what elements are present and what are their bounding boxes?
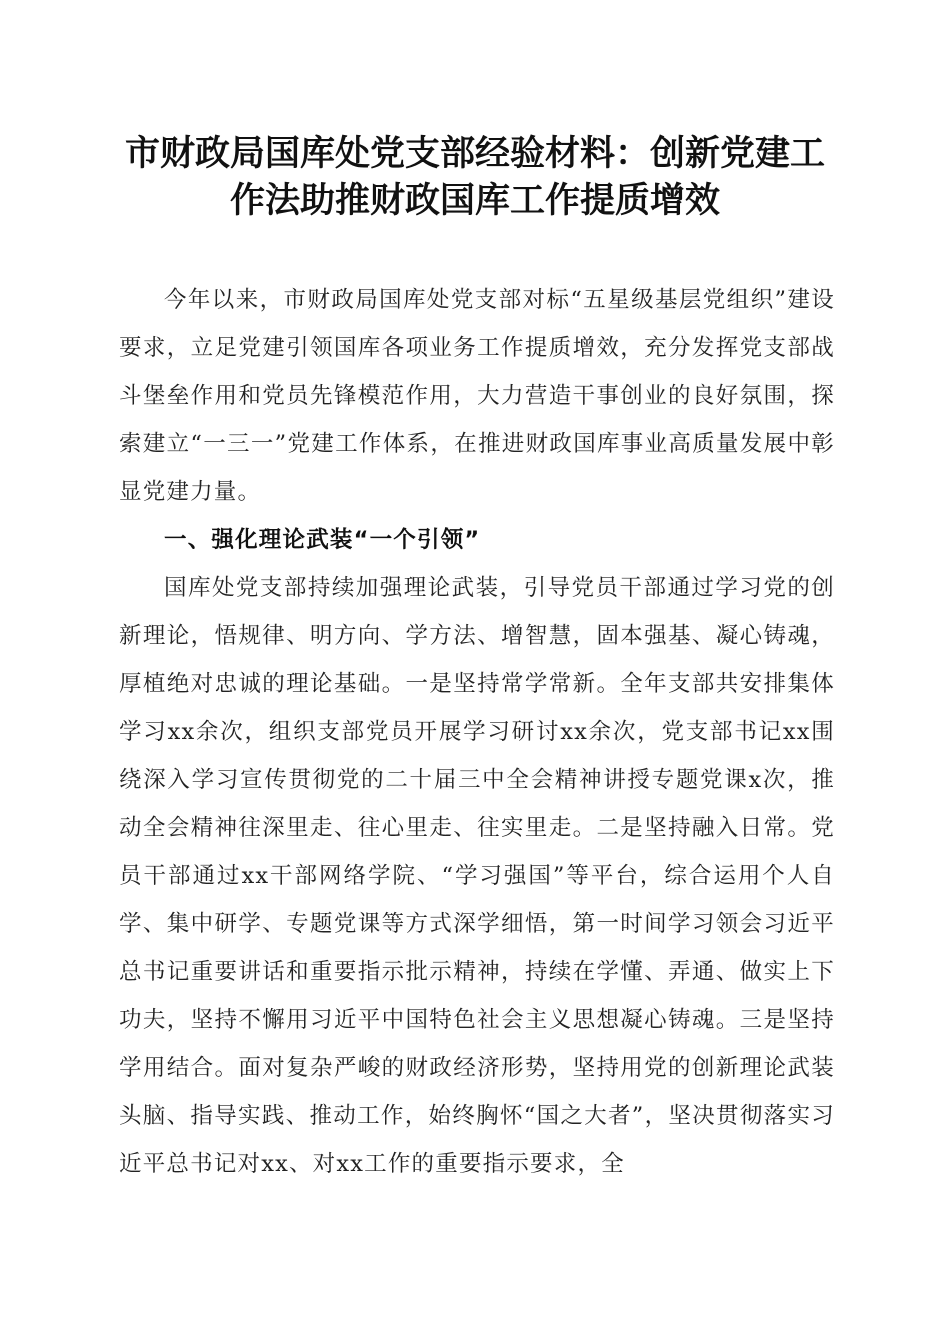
document-title [100, 130, 850, 224]
document-body [119, 276, 835, 1188]
title-line-1: 市财政局国库处党支部经验材料：创新党建工 [124, 133, 825, 174]
section-1-paragraph: 国库处党支部持续加强理论武装，引导党员干部通过学习党的创新理论，悟规律、明方向、学方法、增智慧，固本强基、凝心铸魂，厚植绝对忠诚的理论基础。一是坚持常学常新。全年支部共安排集体学习xx余次，组织支部党员开展学习研讨xx余次，党支部书记xx围绕深入学习宣传贯彻党的二十届三中全会精神讲授专题党课x次，推动全会精神往深里走、往心里走、往实里走。二是坚持融入日常。党员干部通过xx干部网络学院、“学习强国”等平台，综合运用个人自学、集中研学、专题党课等方式深学细悟，第一时间学习领会习近平总书记重要讲话和重要指示批示精神，持续在学懂、弄通、做实上下功夫，坚持不懈用习近平中国特色社会主义思想凝心铸魂。三是坚持学用结合。面对复杂严峻的财政经济形势，坚持用党的创新理论武装头脑、指导实践、推动工作，始终胸怀“国之大者”，坚决贯彻落实习近平总书记对xx、对xx工作的重要指示要求，全 [119, 575, 835, 1177]
title-line-2: 作法助推财政国库工作提质增效 [229, 180, 720, 221]
section-heading-1: 一、强化理论武装“一个引领” [164, 527, 481, 553]
intro-paragraph: 今年以来，市财政局国库处党支部对标“五星级基层党组织”建设要求，立足党建引领国库各项业务工作提质增效，充分发挥党支部战斗堡垒作用和党员先锋模范作用，大力营造干事创业的良好氛围，探索建立“一三一”党建工作体系，在推进财政国库事业高质量发展中彰显党建力量。 [119, 287, 835, 505]
